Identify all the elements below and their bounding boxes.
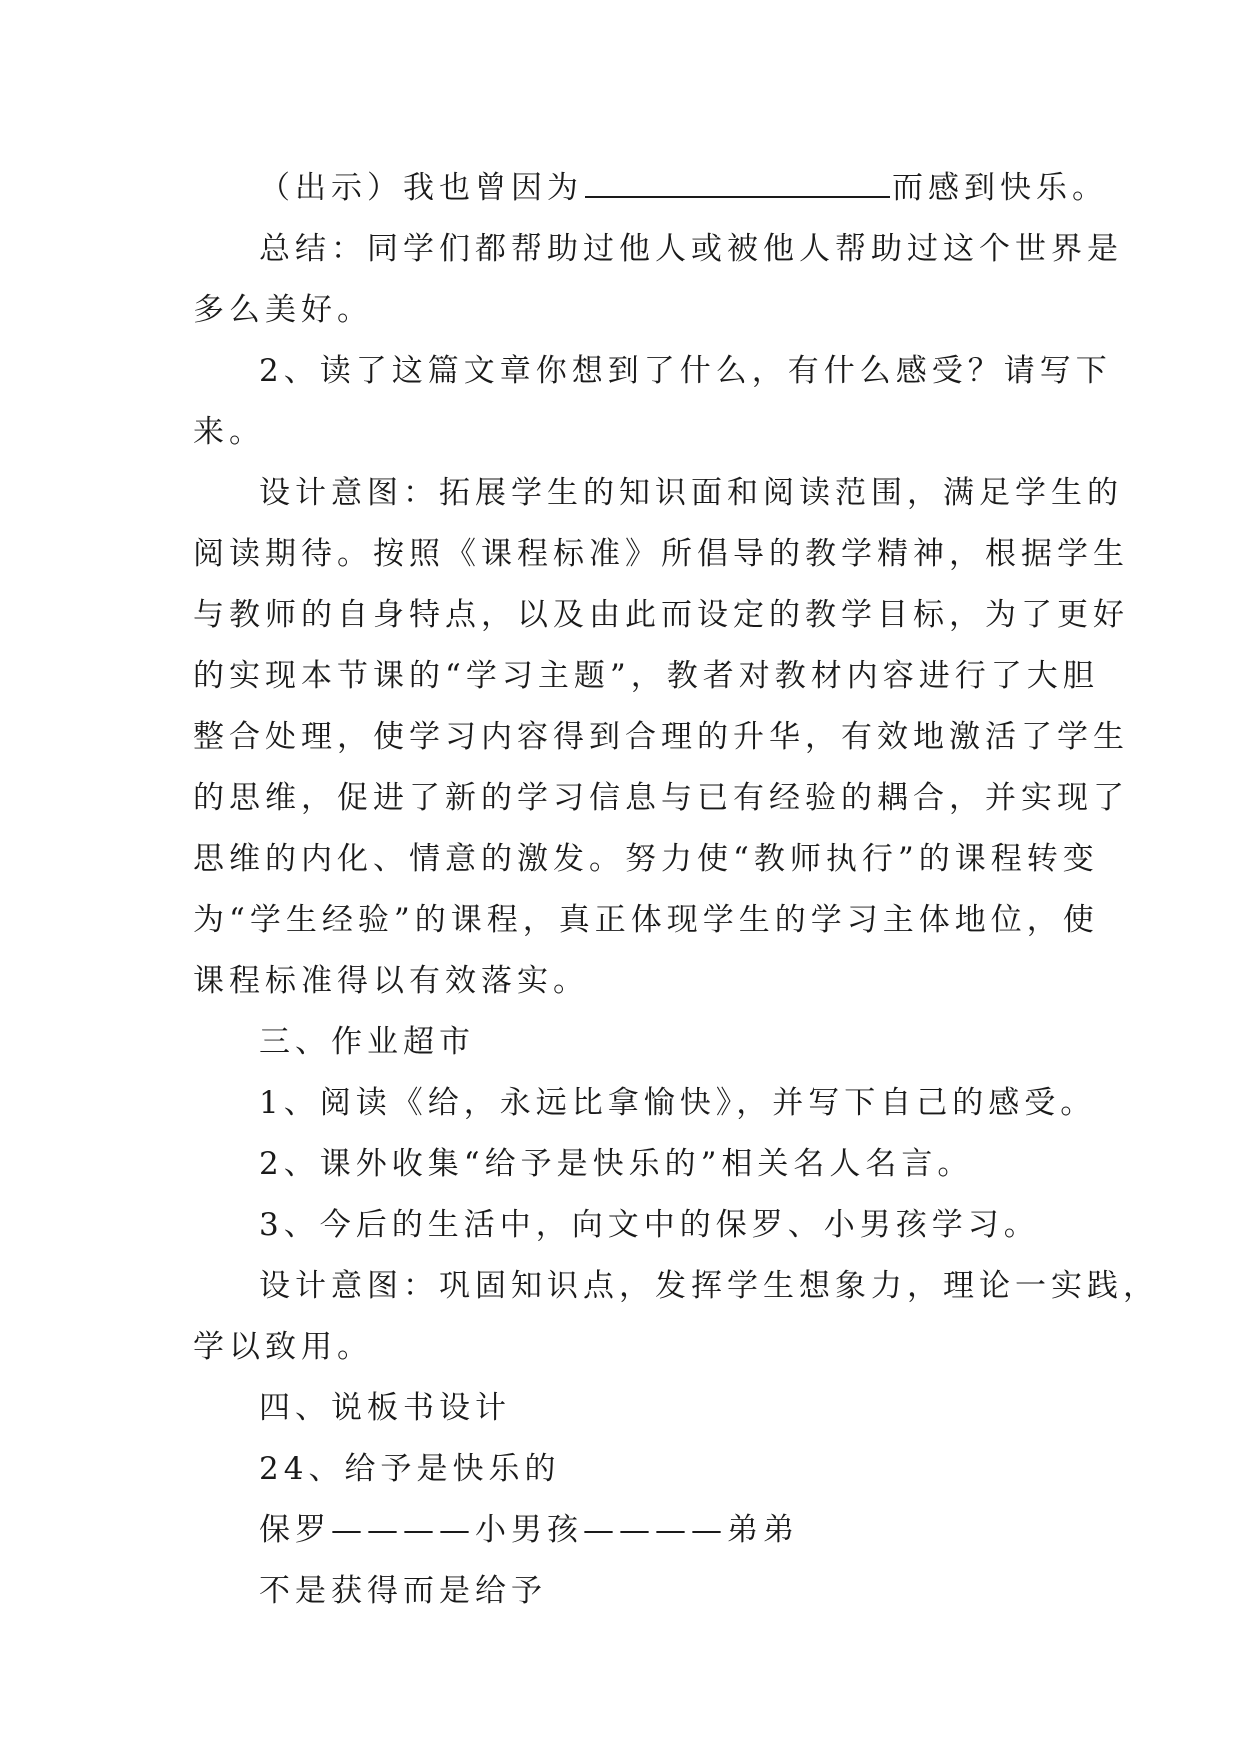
paragraph-line: 学以致用。	[193, 1329, 373, 1365]
paragraph-line: 与教师的自身特点，以及由此而设定的教学目标，为了更好	[193, 597, 1129, 633]
paragraph-line: 3、今后的生活中，向文中的保罗、小男孩学习。	[259, 1207, 1040, 1243]
fill-in-blank	[585, 170, 890, 198]
paragraph-line: 多么美好。	[193, 292, 373, 328]
paragraph-line: 课程标准得以有效落实。	[193, 963, 589, 999]
paragraph-line: 的实现本节课的“学习主题”，教者对教材内容进行了大胆	[193, 658, 1099, 694]
paragraph-line: 阅读期待。按照《课程标准》所倡导的教学精神，根据学生	[193, 536, 1129, 572]
document-body	[193, 158, 1159, 1622]
section-heading: 三、作业超市	[259, 1024, 475, 1060]
board-line: 保罗————小男孩————弟弟	[259, 1512, 799, 1548]
paragraph-line: 总结：同学们都帮助过他人或被他人帮助过这个世界是	[259, 231, 1123, 267]
fill-in-suffix: 而感到快乐。	[892, 170, 1108, 206]
paragraph-line: 为“学生经验”的课程，真正体现学生的学习主体地位，使	[193, 902, 1099, 938]
paragraph-line: 来。	[193, 414, 265, 450]
paragraph-line: 2、读了这篇文章你想到了什么，有什么感受？请写下	[259, 353, 1112, 389]
paragraph-line: 1、阅读《给，永远比拿愉快》，并写下自己的感受。	[259, 1085, 1097, 1121]
paragraph-line: 整合处理，使学习内容得到合理的升华，有效地激活了学生	[193, 719, 1129, 755]
fill-in-prefix: （出示）我也曾因为	[259, 170, 583, 206]
board-title: 24、给予是快乐的	[259, 1451, 561, 1487]
paragraph-line: 的思维，促进了新的学习信息与已有经验的耦合，并实现了	[193, 780, 1129, 816]
board-line: 不是获得而是给予	[259, 1573, 547, 1609]
paragraph-line: 设计意图：巩固知识点，发挥学生想象力，理论一实践，	[259, 1268, 1159, 1304]
fill-in-line	[193, 158, 1108, 219]
paragraph-line: 思维的内化、情意的激发。努力使“教师执行”的课程转变	[193, 841, 1099, 877]
paragraph-line: 2、课外收集“给予是快乐的”相关名人名言。	[259, 1146, 974, 1182]
paragraph-line: 设计意图：拓展学生的知识面和阅读范围，满足学生的	[259, 475, 1123, 511]
section-heading: 四、说板书设计	[259, 1390, 511, 1426]
